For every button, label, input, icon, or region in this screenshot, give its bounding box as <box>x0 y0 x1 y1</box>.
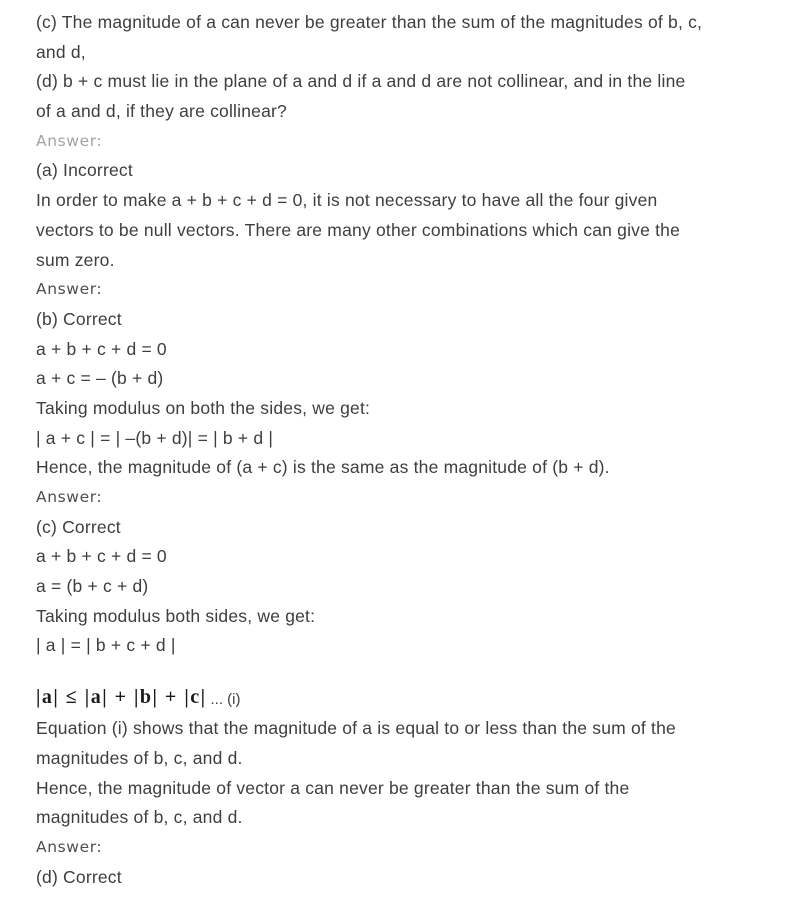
equation-reference-label: ... (i) <box>210 691 241 709</box>
question-line: of a and d, if they are collinear? <box>36 101 287 122</box>
body-line: Hence, the magnitude of (a + c) is the same as the magnitude of (b + d). <box>36 457 610 478</box>
answer-part-c-verdict: (c) Correct <box>36 516 121 537</box>
body-line: magnitudes of b, c, and d. <box>36 807 243 828</box>
math-line: a + b + c + d = 0 <box>36 546 167 567</box>
answer-part-d-verdict: (d) Correct <box>36 866 122 887</box>
math-line: a + c = – (b + d) <box>36 368 164 389</box>
body-line: Hence, the magnitude of vector a can never be greater than the sum of the <box>36 777 630 798</box>
body-line: Taking modulus on both the sides, we get: <box>36 397 371 418</box>
math-line: | a | = | b + c + d | <box>36 635 176 656</box>
math-line: a = (b + c + d) <box>36 576 149 597</box>
body-line: In order to make a + b + c + d = 0, it is not necessary to have all the four given <box>36 190 658 211</box>
question-line: (c) The magnitude of a can never be greater than the sum of the magnitudes of b, c, <box>36 12 703 32</box>
math-line: | a + c | = | –(b + d)| = | b + d | <box>36 427 274 448</box>
question-line: and d, <box>36 41 86 62</box>
body-line: vectors to be null vectors. There are many other combinations which can give the <box>36 219 681 240</box>
answer-part-a-verdict: (a) Incorrect <box>36 160 133 181</box>
body-line: Equation (i) shows that the magnitude of a is equal to or less than the sum of the <box>36 718 676 739</box>
body-line: sum zero. <box>36 249 115 270</box>
equation-image <box>36 661 767 714</box>
answer-label: Answer: <box>36 488 103 506</box>
math-line: a + b + c + d = 0 <box>36 338 167 359</box>
answer-label: Answer: <box>36 131 103 150</box>
equation-formula: |a| ≤ |a| + |b| + |c| <box>36 686 207 709</box>
body-line: Taking modulus both sides, we get: <box>36 605 316 626</box>
answer-part-b-verdict: (b) Correct <box>36 308 122 329</box>
body-line: magnitudes of b, c, and d. <box>36 747 243 768</box>
answer-label: Answer: <box>36 837 103 856</box>
answer-label: Answer: <box>36 280 103 299</box>
question-line: (d) b + c must lie in the plane of a and d if a and d are not collinear, and in the line <box>36 71 686 92</box>
